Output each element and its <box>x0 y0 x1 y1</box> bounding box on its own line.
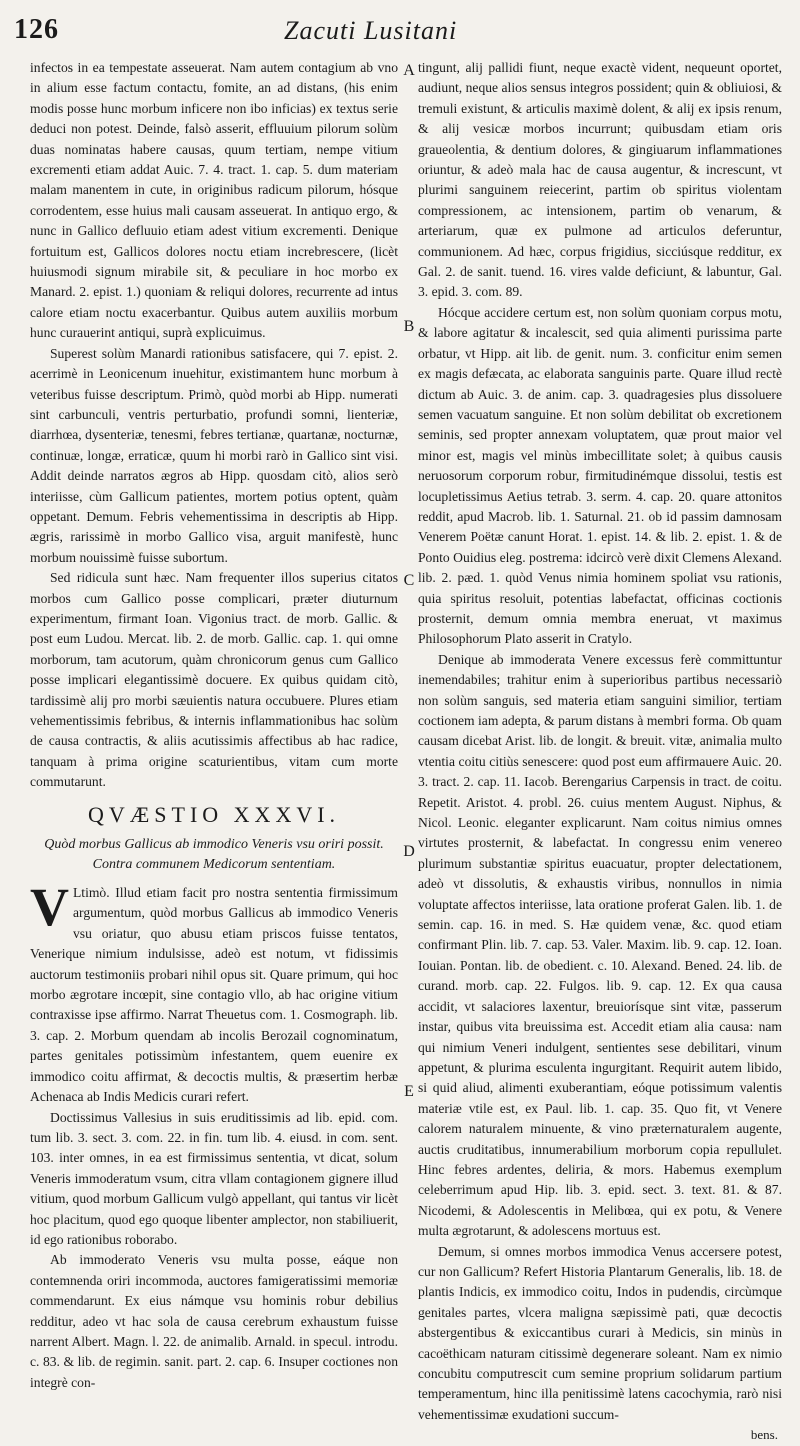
paragraph: Superest solùm Manardi rationibus satisfacere, qui 7. epist. 2. acerrimè in Leonicenum inuehitur, existimantem hunc morbum à veteribus fuisse descriptum. Primò, quòd morbi ab Hipp. numerati sint carbunculi, ventris perturbatio, profundi somni, lienteriæ, diarrhœa, dysenteriæ, tenesmi, febres tertianæ, quartanæ, nocturnæ, continuæ, longæ, erraticæ, quum hi morbi rarò in Gallico sint visi. Addit deinde narratos ægros ab Hipp. quosdam citò, alios serò interiisse, cùm Gallicum patientes, mortem potius optent, quàm oppetant. Demum. Febris vehementissima in descriptis ab Hipp. ægris, rarissimè in morbo Gallico visa, arguit manifestè, hunc morbum nouissimè fuisse subortum. <box>30 345 398 565</box>
paragraph-with-drop-cap <box>30 877 398 1107</box>
running-head: Zacuti Lusitani <box>284 16 458 45</box>
paragraph: Denique ab immoderata Venere excessus ferè committuntur inemendabiles; trahitur enim à superioribus partibus necessariò non solùm sanguis, sed materia etiam sanguini similior, tertiam coctionem iam adepta, & parum distans à membri forma. Ob quam causam dicebat Arist. lib. de longit. & breuit. vitæ, animalia multo vtentia coitu citiùs senescere: quod post eum affirmauere Auic. 20. 3. tract. 2. cap. 11. Iacob. Berengarius Carpensis in tract. de coitu. Repetit. Aristot. 4. probl. 26. cuius mentem August. Niphus, & Nicol. Leonic. eleganter explicarunt. Nam coitus nimius omnes virtutes prosternit, & labefactat. In congressu enim venereo plurimum substantiæ spiritus euacuatur, propter delectationem, adeò vt dissolutis, & exhaustis viribus, nonnullos in nimia voluptate affectos interiisse, lata oratione proferat Galen. lib. 1. de semin. cap. 16. in med. S. Hæ quidem venæ, &c. quod etiam confirmant Plin. lib. 7. cap. 53. Valer. Maxim. lib. 9. cap. 12. Ioan. Iouian. Pontan. lib. de obedient. c. 10. Alexand. Bened. 24. lib. de curand. morb. cap. 22. Fulgos. lib. 9. cap. 12. Ex qua causa accidit, vt salaciores laxentur, breuiorísque sint vitæ, passerum instar, quibus vita breuissima est. Accedit etiam alia causa: nam qui nimium Veneri indulgent, sentientes sese debilitari, vinum appetunt, & plurima esculenta ingurgitant. Requirit autem libido, si quid aliud, alimenti exuberantiam, eóque potissimum valentis materiæ vtile est, ex Paul. lib. 1. cap. 35. Quo fit, vt Venere calorem naturalem minuente, & vino præternaturalem augente, auctis cruditatibus, innumerabilium morborum copia repullulet. Hinc febres ardentes, deliria, & mors. Habemus exemplum celeberrimum apud Hip. lib. 3. epid. sect. 3. text. 81. & 87. Nicodemi, & Adolescentis in Melibœa, qui ex potu, & Venere multa ægrotarunt, & adolescens mortuus est. <box>418 651 782 1239</box>
paragraph: infectos in ea tempestate asseuerat. Nam autem contagium ab vno in alium esse factum contactu, fomite, an ad distans, (his enim modis posse hunc morbum inficere non ibo inficias) ex textus serie deduci non potest. Deinde, falsò asserit, effluuium pilorum solùm duas nominatas habere causas, quum tertiam, nempe vitium excrementi etiam addat Auic. 7. 4. tract. 1. cap. 5. dum materiam malam manentem in cute, in originibus radicum pilorum, hósque corrodentem, esse huius mali causam asseuerat. In antiquo ergo, & nunc in Gallico defluuio etiam adest vitium excrementi. Denique fortuitum est, Gallicos dolores noctu etiam increbrescere, (licèt huiusmodi signum mirabile sit, & peculiare in hoc morbo ex Manard. 2. epist. 1.) quoniam & reliqui dolores, recurrente ad intus calore etiam noctu exacerbantur. Quibus autem auxiliis morbum hunc curauerint antiqui, suprà explicuimus. <box>30 60 398 341</box>
drop-cap: V <box>30 877 69 938</box>
page-header <box>14 14 786 54</box>
margin-marker-d: D <box>403 843 415 860</box>
margin-marker-c: C <box>403 572 415 589</box>
question-title: QVÆSTIO XXXVI. <box>87 801 341 827</box>
paragraph-text: Ltimò. Illud etiam facit pro nostra sententia firmissimum argumentum, quòd morbus Gallicus ab immodico Veneris vsu oriatur, quo abusu etiam priscos fuisse tentatos, Venerique nimium indulsisse, adeò est notum, vt fidissimis auctorum testimoniis probari nihil opus sit. Quare primum, qui hoc morbo ægrotare incœpit, sine contagio vllo, ab hac origine vitium contraxisse ipse affirmo. Narrat Theuetus com. 1. Cosmograph. lib. 3. cap. 2. Morbum quendam ab incolis Berozail cognominatum, partes genitales potissimùm infestantem, quem euenire ex immodico coitu affirmat, & decoctis multis, & præsertim herbæ Achenaca ab Indis Medicis curari refert. <box>30 885 398 1105</box>
margin-marker-e: E <box>404 1083 414 1100</box>
paragraph: Sed ridicula sunt hæc. Nam frequenter illos superius citatos morbos cum Gallico posse complicari, præter diuturnum experimentum, firmant Ioan. Vigonius tract. de morb. Gallic. & post eum Ludou. Mercat. lib. 2. de morb. Gallic. cap. 1. qui omne morborum, tam acutorum, quàm chronicorum genus cum Gallico posse implicari elegantissimè docuere. Ex quibus quidam citò, tardissimè alij pro morbi sæuientis natura occubuere. Plures etiam vehementissimis febribus, & internis inflammationibus hac solùm de causa contractis, & aliis acutissimis affectibus ab hac radice, tanquam à prima origine scaturientibus, vitam cum morte commutarunt. <box>30 570 398 790</box>
paragraph: Hócque accidere certum est, non solùm quoniam corpus motu, & labore agitatur & incalescit, sed quia alimenti purissima parte orbatur, vt Hipp. ait lib. de genit. num. 3. conficitur enim semen ex magis defæcata, ac elaborata sanguinis parte. Quare illud rectè dictum ab Auic. 3. de anim. cap. 3. quadragesies plus dissoluere semen vacuatum sanguine. Et non solùm debilitat ob excretionem seminis, sed propter annexam voluptatem, quæ prout maior vel minor est, magis vel minùs imbecillitate solet; à quibus causis neruosorum corporum robur, firmitudinémque dissolui, testis est locupletissimus Aetius tetrab. 3. serm. 4. cap. 20. quare attonitos reddit, apud Macrob. lib. 1. Saturnal. 21. ob id passim damnosam Venerem Poëtæ canunt Horat. 1. epist. 14. & lib. 2. epist. 1. & de Ponto Ouidius eleg. postrema: idcircò verè dixit Clemens Alexand. lib. 2. pæd. 1. quòd Venus nimia hominem spoliat vsu rationis, quia spiritus resoluit, potentias labefactat, officinas coctionis prosternit, demum omnia membra eneruat, vt maximus Philosophorum Plato asserit in Cratylo. <box>418 304 782 647</box>
paragraph: tingunt, alij pallidi fiunt, neque exactè vident, nequeunt oportet, audiunt, neque alios sensus integros possident; quin & obliuiosi, & tremuli existunt, & articulis maximè dolent, & alij ex ipsis renum, & alij vesicæ morbos incurrunt; quibusdam etiam oris graueolentia, & dentium dolores, & gingiuarum inflammationes oriuntur, & adeò mala hac de causa augentur, & increscunt, vt plurimi sanguinem reiecerint, partim ob spiritus violentam compressionem, ac intensionem, partim ob venarum, & arteriarum, quæ ex pulmone ad articulos deferuntur, communionem. Ad hæc, corpus frigidius, sicciúsque redditur, ex Gal. 2. de sanit. tuend. 16. vires valde deficiunt, & labuntur, Gal. 3. epid. 3. com. 89. <box>418 60 782 300</box>
catchword: bens. <box>750 1427 778 1443</box>
left-column <box>30 58 398 1392</box>
paragraph: Doctissimus Vallesius in suis eruditissimis ad lib. epid. com. tum lib. 3. sect. 3. com. 22. in fin. tum lib. 4. eiusd. in com. sent. 103. inter omnes, in ea est firmissimus sententia, vt dicat, solum Veneris immoderatum vsum, citra vllam contagionem gignere illud vitium, quod morbum Gallicum vulgò appellant, qui tantus vir licèt hoc placitum, quod ego quoque libenter amplector, non stabiliuerit, id ego rationibus roborabo. <box>30 1109 398 1247</box>
page-number: 126 <box>14 14 59 45</box>
question-subtitle: Quòd morbus Gallicus ab immodico Veneris vsu oriri possit. Contra communem Medicorum sententiam. <box>44 837 384 873</box>
right-column <box>418 58 782 1443</box>
margin-marker-b: B <box>403 318 415 335</box>
margin-marker-a: A <box>403 62 415 79</box>
paragraph: Ab immoderato Veneris vsu multa posse, eáque non contemnenda oriri incommoda, auctores famigeratissimi memoriæ commendarunt. Ex eius námque vsu hominis robur debilius redditur, adeo vt hac sola de causa cerebrum exhaustum fuisse narrent Albert. Magn. l. 22. de animalib. Arnald. in specul. introdu. c. 83. & lib. de regimin. sanit. part. 2. cap. 6. Insuper coctiones non integrè con- <box>30 1252 398 1390</box>
paragraph: Demum, si omnes morbos immodica Venus accersere potest, cur non Gallicum? Refert Historia Plantarum Generalis, lib. 18. de plantis Indicis, ex immodico coitu, Indos in pudendis, circùmque genitales partes, vlcera maligna sæpissimè pati, quæ decoctis abstergentibus & exiccantibus curari à Medicis, sin minùs in cacoëthicam naturam citissimè degenerare soleant. Nam ex nimio concubitu computrescit cum semine proprium solidarum partium temperamentum, hinc illa penitissimè latens cacochymia, rarò nisi vehementissimæ exudationi succum- <box>418 1243 782 1422</box>
